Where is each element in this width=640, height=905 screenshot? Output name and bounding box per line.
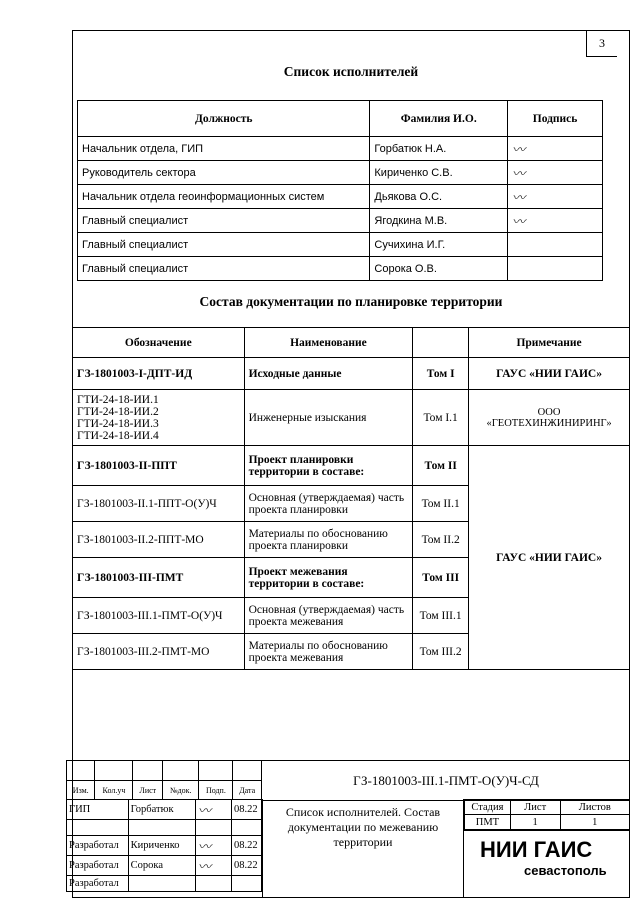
stamp-signers	[66, 799, 262, 892]
stamp-doc-code: ГЗ-1801003-III.1-ПМТ-О(У)Ч-СД	[262, 760, 630, 801]
stamp-signer-row	[67, 800, 262, 820]
stamp-blank-cell	[163, 761, 199, 781]
signer-name	[128, 876, 195, 892]
executor-row	[78, 185, 603, 209]
handwritten-signature: 〰	[198, 840, 212, 855]
doc-note-merged: ГАУС «НИИ ГАИС»	[469, 446, 630, 670]
signer-name	[128, 820, 195, 836]
stamp-col-header: Лист	[133, 781, 163, 800]
executor-row	[78, 137, 603, 161]
signer-date	[232, 876, 262, 892]
col-code: Обозначение	[73, 328, 245, 358]
sheet-header: Лист	[510, 800, 560, 815]
signature-cell	[508, 161, 603, 185]
doc-volume: Том II.2	[413, 522, 469, 558]
doc-code: ГЗ-1801003-III-ПМТ	[73, 558, 245, 598]
signer-date: 08.22	[232, 836, 262, 856]
executor-name: Сорока О.В.	[370, 257, 508, 281]
stamp-signer-row	[67, 820, 262, 836]
executors-title: Список исполнителей	[283, 64, 419, 79]
signer-signature	[196, 820, 232, 836]
signer-role	[67, 820, 129, 836]
doc-row	[73, 358, 630, 390]
col-volume	[413, 328, 469, 358]
executor-name: Горбатюк Н.А.	[370, 137, 508, 161]
doc-code: ГТИ-24-18-ИИ.1 ГТИ-24-18-ИИ.2 ГТИ-24-18-ИИ.3 ГТИ-24-18-ИИ.4	[73, 390, 245, 446]
stamp-blank-cell	[233, 761, 262, 781]
stamp-signer-row	[67, 876, 262, 892]
signer-date	[232, 820, 262, 836]
signer-role: Разработал	[67, 876, 129, 892]
signer-date: 08.22	[232, 856, 262, 876]
doc-name: Основная (утверждаемая) часть проекта планировки	[244, 486, 413, 522]
executor-position: Главный специалист	[78, 209, 370, 233]
stamp-title: Список исполнителей. Состав документации по межеванию территории	[262, 799, 464, 898]
signer-signature	[196, 800, 232, 820]
doc-name: Исходные данные	[244, 358, 413, 390]
doc-volume: Том II	[413, 446, 469, 486]
stamp-blank-row	[67, 761, 262, 781]
signature-cell	[508, 233, 603, 257]
stamp-col-header: Подп.	[199, 781, 233, 800]
executor-position: Начальник отдела геоинформационных систем	[78, 185, 370, 209]
doc-code: ГЗ-1801003-III.2-ПМТ-МО	[73, 634, 245, 670]
doc-row-empty	[73, 670, 630, 740]
title-block	[66, 760, 630, 898]
handwritten-signature: 〰	[512, 143, 526, 158]
col-signature: Подпись	[508, 101, 603, 137]
doc-empty-cell	[73, 670, 630, 740]
stamp-blank-cell	[67, 761, 95, 781]
signer-signature	[196, 876, 232, 892]
page-number: 3	[586, 30, 617, 57]
signer-role: ГИП	[67, 800, 129, 820]
signer-name: Кириченко	[128, 836, 195, 856]
executor-row	[78, 233, 603, 257]
doc-name: Инженерные изыскания	[244, 390, 413, 446]
executor-name: Сучихина И.Г.	[370, 233, 508, 257]
doc-code: ГЗ-1801003-III.1-ПМТ-О(У)Ч	[73, 598, 245, 634]
signer-signature	[196, 856, 232, 876]
col-note: Примечание	[469, 328, 630, 358]
signature-cell	[508, 185, 603, 209]
stamp-col-header: №док.	[163, 781, 199, 800]
signer-name: Сорока	[128, 856, 195, 876]
executor-row	[78, 257, 603, 281]
doc-code: ГЗ-1801003-II.1-ППТ-О(У)Ч	[73, 486, 245, 522]
stage-header: Стадия	[465, 800, 511, 815]
col-position: Должность	[78, 101, 370, 137]
doc-volume: Том III	[413, 558, 469, 598]
executors-table	[77, 100, 603, 281]
stamp-col-header: Изм.	[67, 781, 95, 800]
doc-volume: Том III.2	[413, 634, 469, 670]
doc-volume: Том II.1	[413, 486, 469, 522]
logo-main: НИИ ГАИС	[480, 837, 593, 862]
signer-role: Разработал	[67, 836, 129, 856]
stamp-blank-cell	[199, 761, 233, 781]
executor-name: Ягодкина М.В.	[370, 209, 508, 233]
handwritten-signature: 〰	[512, 191, 526, 206]
handwritten-signature: 〰	[198, 804, 212, 819]
logo	[464, 830, 630, 899]
doc-volume: Том III.1	[413, 598, 469, 634]
signature-cell	[508, 209, 603, 233]
doc-code: ГЗ-1801003-I-ДПТ-ИД	[73, 358, 245, 390]
documentation-title: Состав документации по планировке территории	[199, 294, 503, 309]
col-name: Фамилия И.О.	[370, 101, 508, 137]
stamp-signer-row	[67, 856, 262, 876]
executor-position: Главный специалист	[78, 257, 370, 281]
stamp-col-header: Кол.уч	[95, 781, 133, 800]
executor-row	[78, 209, 603, 233]
handwritten-signature: 〰	[198, 860, 212, 875]
documentation-table	[72, 327, 630, 740]
executor-position: Начальник отдела, ГИП	[78, 137, 370, 161]
logo-sub: севастополь	[524, 863, 607, 878]
stamp-col-header: Дата	[233, 781, 262, 800]
signer-signature	[196, 836, 232, 856]
doc-name: Проект межевания территории в составе:	[244, 558, 413, 598]
stamp-blank-cell	[95, 761, 133, 781]
executor-name: Кириченко С.В.	[370, 161, 508, 185]
executor-row	[78, 161, 603, 185]
col-title: Наименование	[244, 328, 413, 358]
stamp-signer-row	[67, 836, 262, 856]
sheet-value: 1	[510, 815, 560, 830]
signature-cell	[508, 257, 603, 281]
doc-code: ГЗ-1801003-II-ППТ	[73, 446, 245, 486]
doc-note: ГАУС «НИИ ГАИС»	[469, 358, 630, 390]
signer-date: 08.22	[232, 800, 262, 820]
stamp-blank-cell	[133, 761, 163, 781]
sheets-value: 1	[560, 815, 630, 830]
sheets-header: Листов	[560, 800, 630, 815]
handwritten-signature: 〰	[512, 167, 526, 182]
signer-role: Разработал	[67, 856, 129, 876]
doc-volume: Том I	[413, 358, 469, 390]
executor-position: Главный специалист	[78, 233, 370, 257]
executor-position: Руководитель сектора	[78, 161, 370, 185]
stamp-header-row	[67, 781, 262, 800]
stamp-left	[66, 760, 262, 800]
signature-cell	[508, 137, 603, 161]
doc-row	[73, 390, 630, 446]
handwritten-signature: 〰	[512, 215, 526, 230]
stamp-stage	[464, 799, 630, 830]
doc-name: Проект планировки территории в составе:	[244, 446, 413, 486]
doc-row	[73, 446, 630, 486]
doc-note: ООО «ГЕОТЕХИНЖИНИРИНГ»	[469, 390, 630, 446]
signer-name: Горбатюк	[128, 800, 195, 820]
executor-name: Дьякова О.С.	[370, 185, 508, 209]
doc-name: Основная (утверждаемая) часть проекта межевания	[244, 598, 413, 634]
doc-name: Материалы по обоснованию проекта планировки	[244, 522, 413, 558]
stage-value: ПМТ	[465, 815, 511, 830]
doc-volume: Том I.1	[413, 390, 469, 446]
doc-code: ГЗ-1801003-II.2-ППТ-МО	[73, 522, 245, 558]
doc-name: Материалы по обоснованию проекта межевания	[244, 634, 413, 670]
